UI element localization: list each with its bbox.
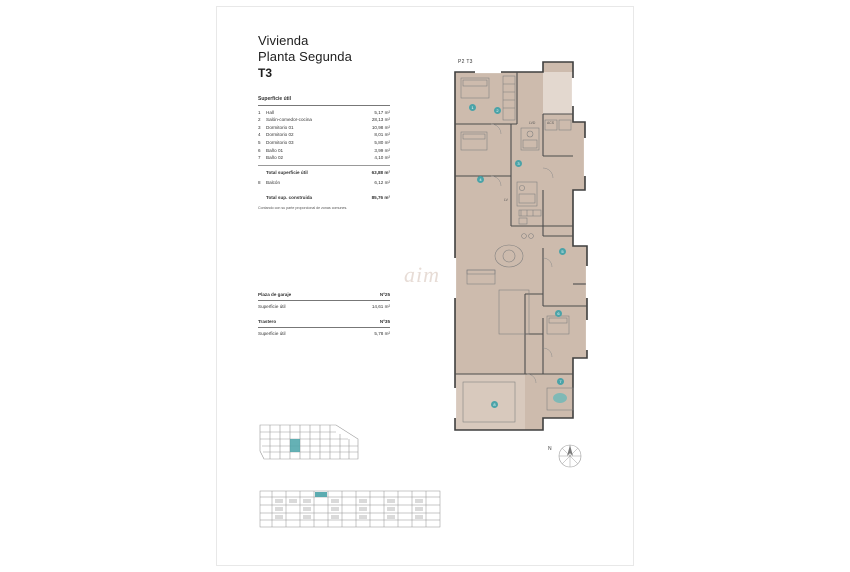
areas-header: Superficie útil bbox=[258, 96, 390, 106]
row-number: 8 bbox=[258, 180, 261, 186]
row-value: 4,10 m² bbox=[374, 155, 390, 161]
areas-note: Contando con su parte proporcional de zonas comunes. bbox=[258, 205, 348, 210]
elevation-diagram bbox=[258, 485, 442, 533]
plan-marker-5: 5 bbox=[559, 248, 566, 255]
row-number: 5 bbox=[258, 139, 261, 145]
table-row bbox=[258, 179, 390, 187]
total-built-label: Total sup. construida bbox=[266, 194, 313, 200]
table-row bbox=[258, 154, 390, 162]
storage-ref: Nº35 bbox=[379, 318, 390, 324]
row-number: 3 bbox=[258, 124, 261, 130]
north-letter: N bbox=[548, 446, 552, 452]
row-value: 6,12 m² bbox=[374, 180, 390, 186]
row-value: 5,17 m² bbox=[374, 109, 390, 115]
row-value: 28,13 m² bbox=[371, 117, 390, 123]
garage-area-label: Superficie útil bbox=[258, 304, 286, 310]
page-title-line-2: Planta Segunda bbox=[258, 48, 352, 64]
table-row bbox=[258, 147, 390, 155]
row-number: 6 bbox=[258, 147, 261, 153]
garage-storage-block bbox=[258, 291, 390, 338]
plan-marker-7: 7 bbox=[557, 378, 564, 385]
total-util-value: 63,88 m² bbox=[371, 169, 390, 175]
row-name: Dormitorio 03 bbox=[266, 139, 294, 145]
garage-ref: Nº25 bbox=[379, 292, 390, 297]
garage-area-row bbox=[258, 303, 390, 310]
storage-header-row bbox=[258, 318, 390, 328]
row-number: 4 bbox=[258, 132, 261, 138]
row-name: Baño 02 bbox=[266, 155, 284, 161]
plan-reference-label: P2 T3 bbox=[458, 59, 473, 65]
total-util-label: Total superficie útil bbox=[266, 169, 308, 175]
row-name: Hall bbox=[266, 109, 274, 115]
total-built-row bbox=[258, 194, 390, 202]
north-arrow bbox=[548, 440, 588, 476]
table-row bbox=[258, 139, 390, 147]
watermark: aim bbox=[404, 262, 440, 287]
garage-label: Plaza de garaje bbox=[258, 292, 292, 297]
table-row bbox=[258, 131, 390, 139]
total-built-value: 85,76 m² bbox=[371, 194, 390, 200]
room-tag-lv: LV bbox=[504, 198, 508, 202]
floor-plan bbox=[447, 58, 607, 458]
title-block bbox=[258, 33, 448, 82]
unit-code: T3 bbox=[258, 66, 273, 80]
garage-area-value: 14,61 m² bbox=[371, 304, 390, 310]
row-name: Baño 01 bbox=[266, 147, 284, 153]
table-row bbox=[258, 109, 390, 117]
row-number: 1 bbox=[258, 109, 261, 115]
garage-header-row bbox=[258, 291, 390, 301]
plan-marker-4: 4 bbox=[477, 176, 484, 183]
room-tag-lvd: LVD bbox=[529, 121, 536, 125]
elevation-highlight bbox=[315, 492, 327, 497]
row-name: Salón-comedor-cocina bbox=[266, 117, 312, 123]
row-name: Dormitorio 01 bbox=[266, 124, 294, 130]
page-title-line-1: Vivienda bbox=[258, 33, 309, 48]
key-plan-highlight bbox=[290, 439, 300, 452]
plan-marker-6: 6 bbox=[555, 310, 562, 317]
storage-area-label: Superficie útil bbox=[258, 331, 286, 337]
storage-area-value: 5,78 m² bbox=[374, 331, 390, 337]
row-value: 3,99 m² bbox=[374, 147, 390, 153]
storage-area-row bbox=[258, 330, 390, 337]
row-value: 8,01 m² bbox=[374, 132, 390, 138]
row-value: 5,80 m² bbox=[374, 139, 390, 145]
row-number: 7 bbox=[258, 155, 261, 161]
total-util-row bbox=[258, 165, 390, 177]
table-row bbox=[258, 124, 390, 132]
row-name: Dormitorio 02 bbox=[266, 132, 294, 138]
row-number: 2 bbox=[258, 117, 261, 123]
row-name: Balcón bbox=[266, 180, 281, 186]
plan-marker-2: 2 bbox=[494, 107, 501, 114]
plan-marker-1: 1 bbox=[469, 104, 476, 111]
table-row bbox=[258, 116, 390, 124]
key-plan-diagram bbox=[258, 415, 362, 475]
plan-marker-3: 3 bbox=[515, 160, 522, 167]
storage-label: Trastero bbox=[258, 318, 277, 324]
room-tag-acs: ACS bbox=[547, 121, 554, 125]
areas-table bbox=[258, 96, 390, 211]
row-value: 10,98 m² bbox=[371, 124, 390, 130]
plan-marker-8: 8 bbox=[491, 401, 498, 408]
